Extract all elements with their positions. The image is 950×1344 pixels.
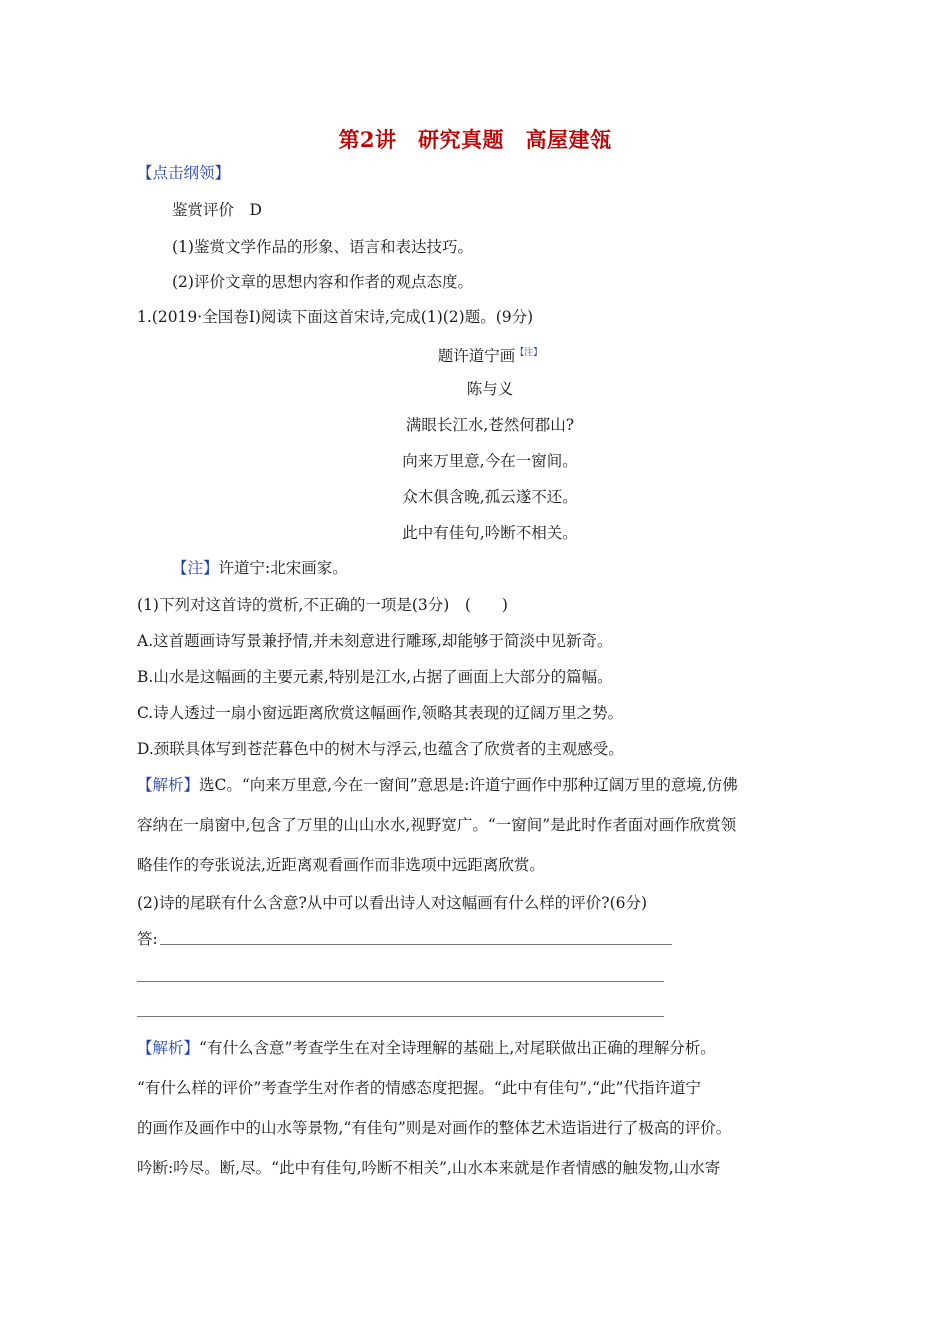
poem-line: 此中有佳句,吟断不相关。 bbox=[402, 524, 578, 542]
answer-blank-line[interactable] bbox=[160, 944, 672, 945]
analysis-text: 吟断:吟尽。断,尽。“此中有佳句,吟断不相关”,山水本来就是作者情感的触发物,山水寄 bbox=[137, 1159, 721, 1177]
poem-line: 向来万里意,今在一窗间。 bbox=[402, 452, 578, 470]
key-points-heading: 鉴赏评价 D bbox=[172, 201, 262, 219]
option-c: C.诗人透过一扇小窗远距离欣赏这幅画作,领略其表现的辽阔万里之势。 bbox=[137, 704, 624, 722]
poem-note-tag: 【注】 bbox=[172, 559, 219, 577]
subquestion-2-stem: (2)诗的尾联有什么含意?从中可以看出诗人对这幅画有什么样的评价?(6分) bbox=[137, 894, 648, 912]
option-d: D.颈联具体写到苍茫暮色中的树木与浮云,也蕴含了欣赏者的主观感受。 bbox=[137, 740, 624, 758]
option-b: B.山水是这幅画的主要元素,特别是江水,占据了画面上大部分的篇幅。 bbox=[137, 668, 613, 686]
poem-title-line bbox=[0, 343, 950, 366]
analysis-tag: 【解析】 bbox=[137, 776, 200, 794]
analysis-tag: 【解析】 bbox=[137, 1039, 200, 1057]
key-point-item: (2)评价文章的思想内容和作者的观点态度。 bbox=[172, 273, 473, 291]
answer-blank-line[interactable] bbox=[137, 981, 664, 982]
question-intro: 1.(2019·全国卷Ⅰ)阅读下面这首宋诗,完成(1)(2)题。(9分) bbox=[137, 308, 534, 326]
answer-blank-line[interactable] bbox=[137, 1016, 664, 1017]
analysis-2-line bbox=[137, 1038, 716, 1058]
poem-note bbox=[172, 558, 348, 578]
poem-title: 题许道宁画 bbox=[437, 347, 516, 366]
poem-author: 陈与义 bbox=[466, 380, 514, 398]
key-point-item: (1)鉴赏文学作品的形象、语言和表达技巧。 bbox=[172, 238, 473, 256]
analysis-text: “有什么样的评价”考查学生对作者的情感态度把握。“此中有佳句”,“此”代指许道宁 bbox=[137, 1079, 701, 1097]
poem-line: 众木俱含晚,孤云遂不还。 bbox=[402, 488, 578, 506]
analysis-text: 选C。“向来万里意,今在一窗间”意思是:许道宁画作中那种辽阔万里的意境,仿佛 bbox=[199, 776, 738, 794]
analysis-1-line bbox=[137, 775, 738, 795]
answer-label: 答: bbox=[137, 930, 158, 948]
option-a: A.这首题画诗写景兼抒情,并未刻意进行雕琢,却能够于简淡中见新奇。 bbox=[137, 632, 613, 650]
analysis-text: “有什么含意”考查学生在对全诗理解的基础上,对尾联做出正确的理解分析。 bbox=[199, 1039, 716, 1057]
poem-note-text: 许道宁:北宋画家。 bbox=[218, 559, 348, 577]
analysis-text: 容纳在一扇窗中,包含了万里的山山水水,视野宽广。“一窗间”是此时作者面对画作欣赏领 bbox=[137, 816, 737, 834]
poem-line: 满眼长江水,苍然何郡山? bbox=[405, 416, 575, 434]
analysis-text: 略佳作的夸张说法,近距离观看画作而非选项中远距离欣赏。 bbox=[137, 856, 545, 874]
page-title: 第2讲 研究真题 高屋建瓴 bbox=[338, 127, 612, 152]
subquestion-1-stem: (1)下列对这首诗的赏析,不正确的一项是(3分) ( ) bbox=[137, 596, 508, 614]
poem-note-mark: 【注】 bbox=[515, 348, 543, 358]
analysis-text: 的画作及画作中的山水等景物,“有佳句”则是对画作的整体艺术造诣进行了极高的评价。 bbox=[137, 1119, 732, 1137]
key-points-tag: 【点击纲领】 bbox=[137, 164, 231, 182]
